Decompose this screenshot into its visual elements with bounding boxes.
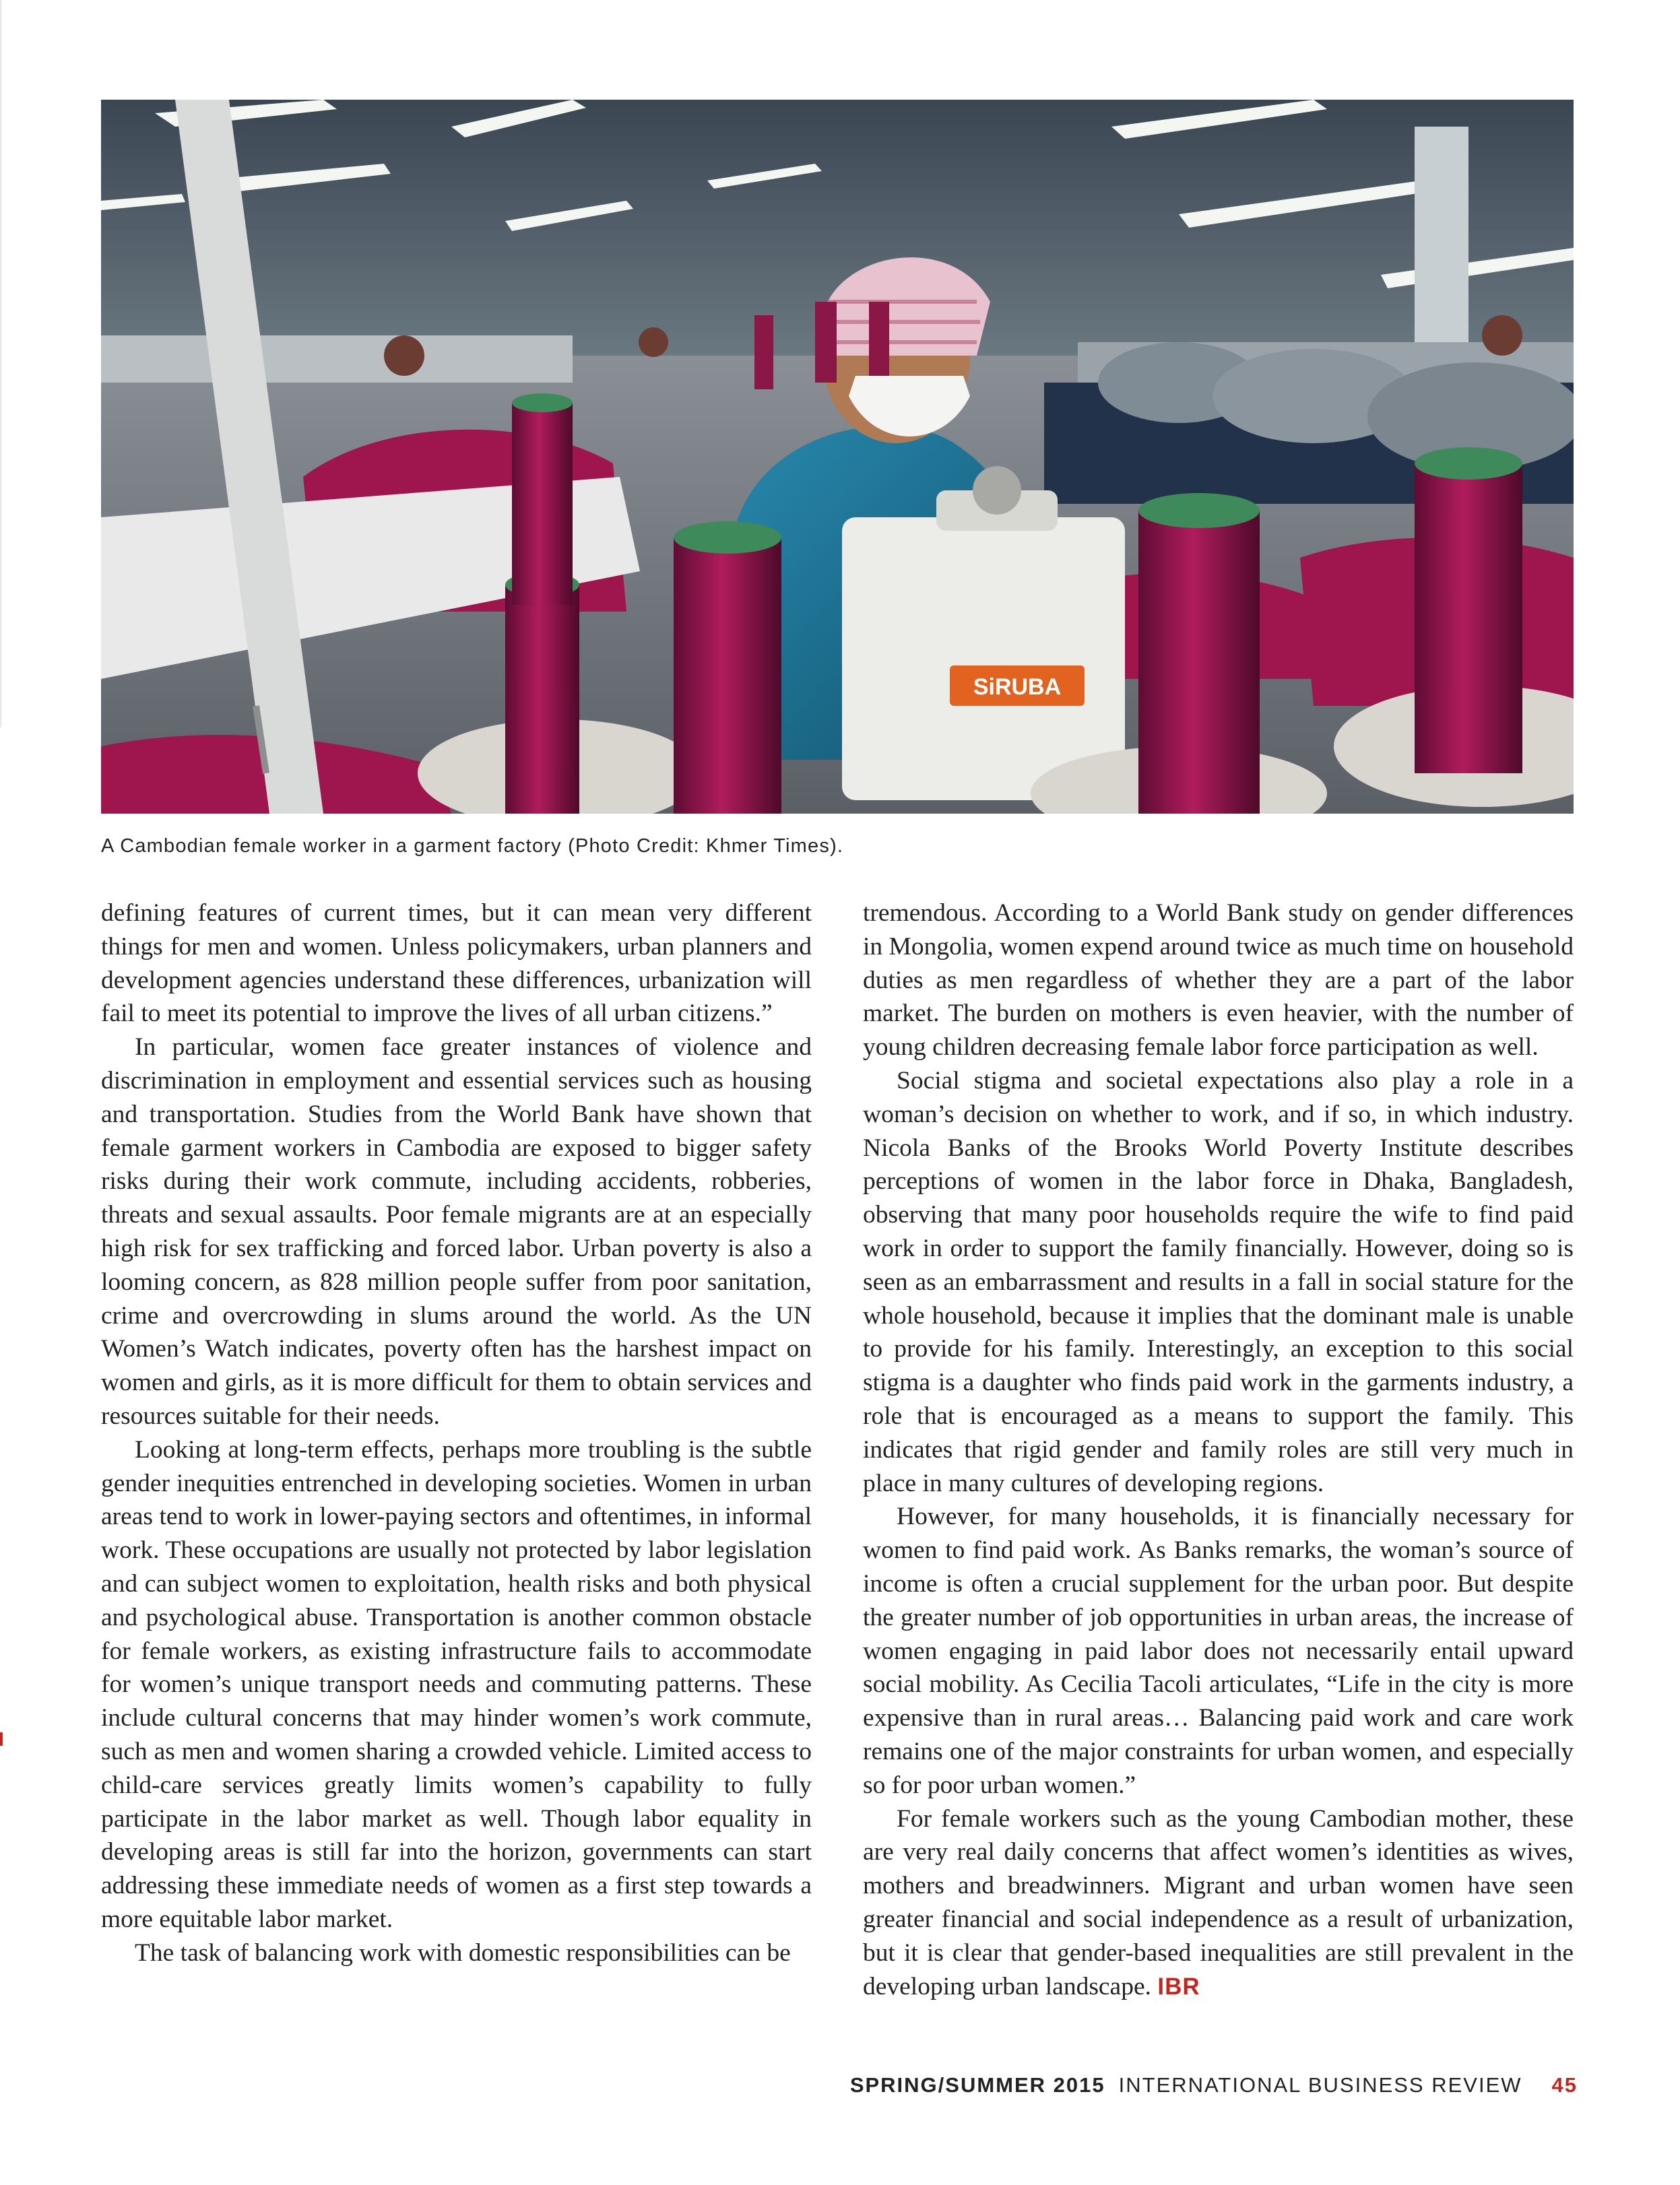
spool-1 — [505, 573, 579, 814]
left-text-column — [101, 896, 812, 1970]
spool-5 — [1415, 447, 1522, 773]
ibr-end-mark: IBR — [1157, 1973, 1200, 2000]
photo-caption: A Cambodian female worker in a garment factory (Photo Credit: Khmer Times). — [101, 835, 844, 857]
machine-brand-label: SiRUBA — [973, 674, 1062, 700]
journal-name: INTERNATIONAL BUSINESS REVIEW — [1118, 2073, 1522, 2097]
photo-illustration — [101, 100, 1574, 814]
issue-label: SPRING/SUMMER 2015 — [849, 2073, 1105, 2097]
paragraph: However, for many households, it is financially necessary for women to find paid work. As Banks remarks, the woman’s source of income is often a crucial supplement for the urban poor. But despite the greater number of job opportunities in urban areas, the increase of women engaging in paid labor does not necessarily entail upward social mobility. As Cecilia Tacoli articulates, “Life in the city is more expensive than in rural areas… Balancing paid work and care work remains one of the major constraints for urban women, and especially so for poor urban women.” — [863, 1503, 1574, 1799]
paragraph: defining features of current times, but it can mean very different things for men and women. Unless policymakers, urban planners and development agencies understand these differences, urbanization will fail to meet its potential to improve the lives of all urban citizens.” — [101, 899, 812, 1028]
page-edge-line — [0, 0, 1, 727]
garment-factory-photo — [101, 100, 1574, 814]
paragraph: In particular, women face greater instances of violence and discrimination in employment and essential services such as housing and transportation. Studies from the World Bank have shown that female garment workers in Cambodia are exposed to bigger safety risks during their work commute, including accidents, robberies, threats and sexual assaults. Poor female migrants are at an especially high risk for sex trafficking and forced labor. Urban poverty is also a looming concern, as 828 million people suffer from poor sanitation, crime and overcrowding in slums around the world. As the UN Women’s Watch indicates, poverty often has the harshest impact on women and girls, as it is more difficult for them to obtain services and resources suitable for their needs. — [101, 1033, 812, 1430]
spool-4 — [1138, 493, 1260, 814]
right-text-column — [863, 896, 1574, 2003]
page-footer — [850, 2073, 1578, 2097]
final-paragraph — [863, 1802, 1574, 2004]
page-number: 45 — [1551, 2073, 1578, 2097]
paragraph-text: For female workers such as the young Cambodian mother, these are very real daily concerns that affect women’s identities as wives, mothers and breadwinners. Migrant and urban women have seen greater financial and social independence as a result of urbanization, but it is clear that gender-based inequalities are still prevalent in the developing urban landscape. — [863, 1804, 1574, 2000]
paragraph: The task of balancing work with domestic responsibilities can be — [135, 1938, 791, 1967]
paragraph: tremendous. According to a World Bank study on gender differences in Mongolia, women expend around twice as much time on household duties as men regardless of whether they are a part of the labor market. The burden on mothers is even heavier, with the number of young children decreasing female labor force participation as well. — [863, 899, 1574, 1062]
spool-3 — [512, 393, 573, 605]
paragraph: Looking at long-term effects, perhaps more troubling is the subtle gender inequities entrenched in developing societies. Women in urban areas tend to work in lower-paying sectors and oftentimes, in informal work. These occupations are usually not protected by labor legislation and can subject women to exploitation, health risks and both physical and psychological abuse. Transportation is another common obstacle for female workers, as existing infrastructure fails to accommodate for women’s unique transport needs and commuting patterns. These include cultural concerns that may hinder women’s work commute, such as men and women sharing a crowded vehicle. Limited access to child-care services greatly limits women’s capability to fully participate in the labor market as well. Though labor equality in developing areas is still far into the horizon, governments can start addressing these immediate needs of women as a first step towards a more equitable labor market. — [101, 1435, 812, 1933]
spool-2 — [674, 521, 781, 814]
page-edge-mark — [0, 1732, 3, 1746]
paragraph: Social stigma and societal expectations also play a role in a woman’s decision on whether to work, and if so, in which industry. Nicola Banks of the Brooks World Poverty Institute describes perceptions of women in the labor force in Dhaka, Bangladesh, observing that many poor households require the wife to find paid work in order to support the family financially. However, doing so is seen as an embarrassment and results in a fall in social stature for the whole household, because it implies that the dominant male is unable to provide for his family. Interestingly, an exception to this social stigma is a daughter who finds paid work in the garments industry, a role that is encouraged as a means to support the family. This indicates that rigid gender and family roles are still very much in place in many cultures of developing regions. — [863, 1066, 1574, 1497]
